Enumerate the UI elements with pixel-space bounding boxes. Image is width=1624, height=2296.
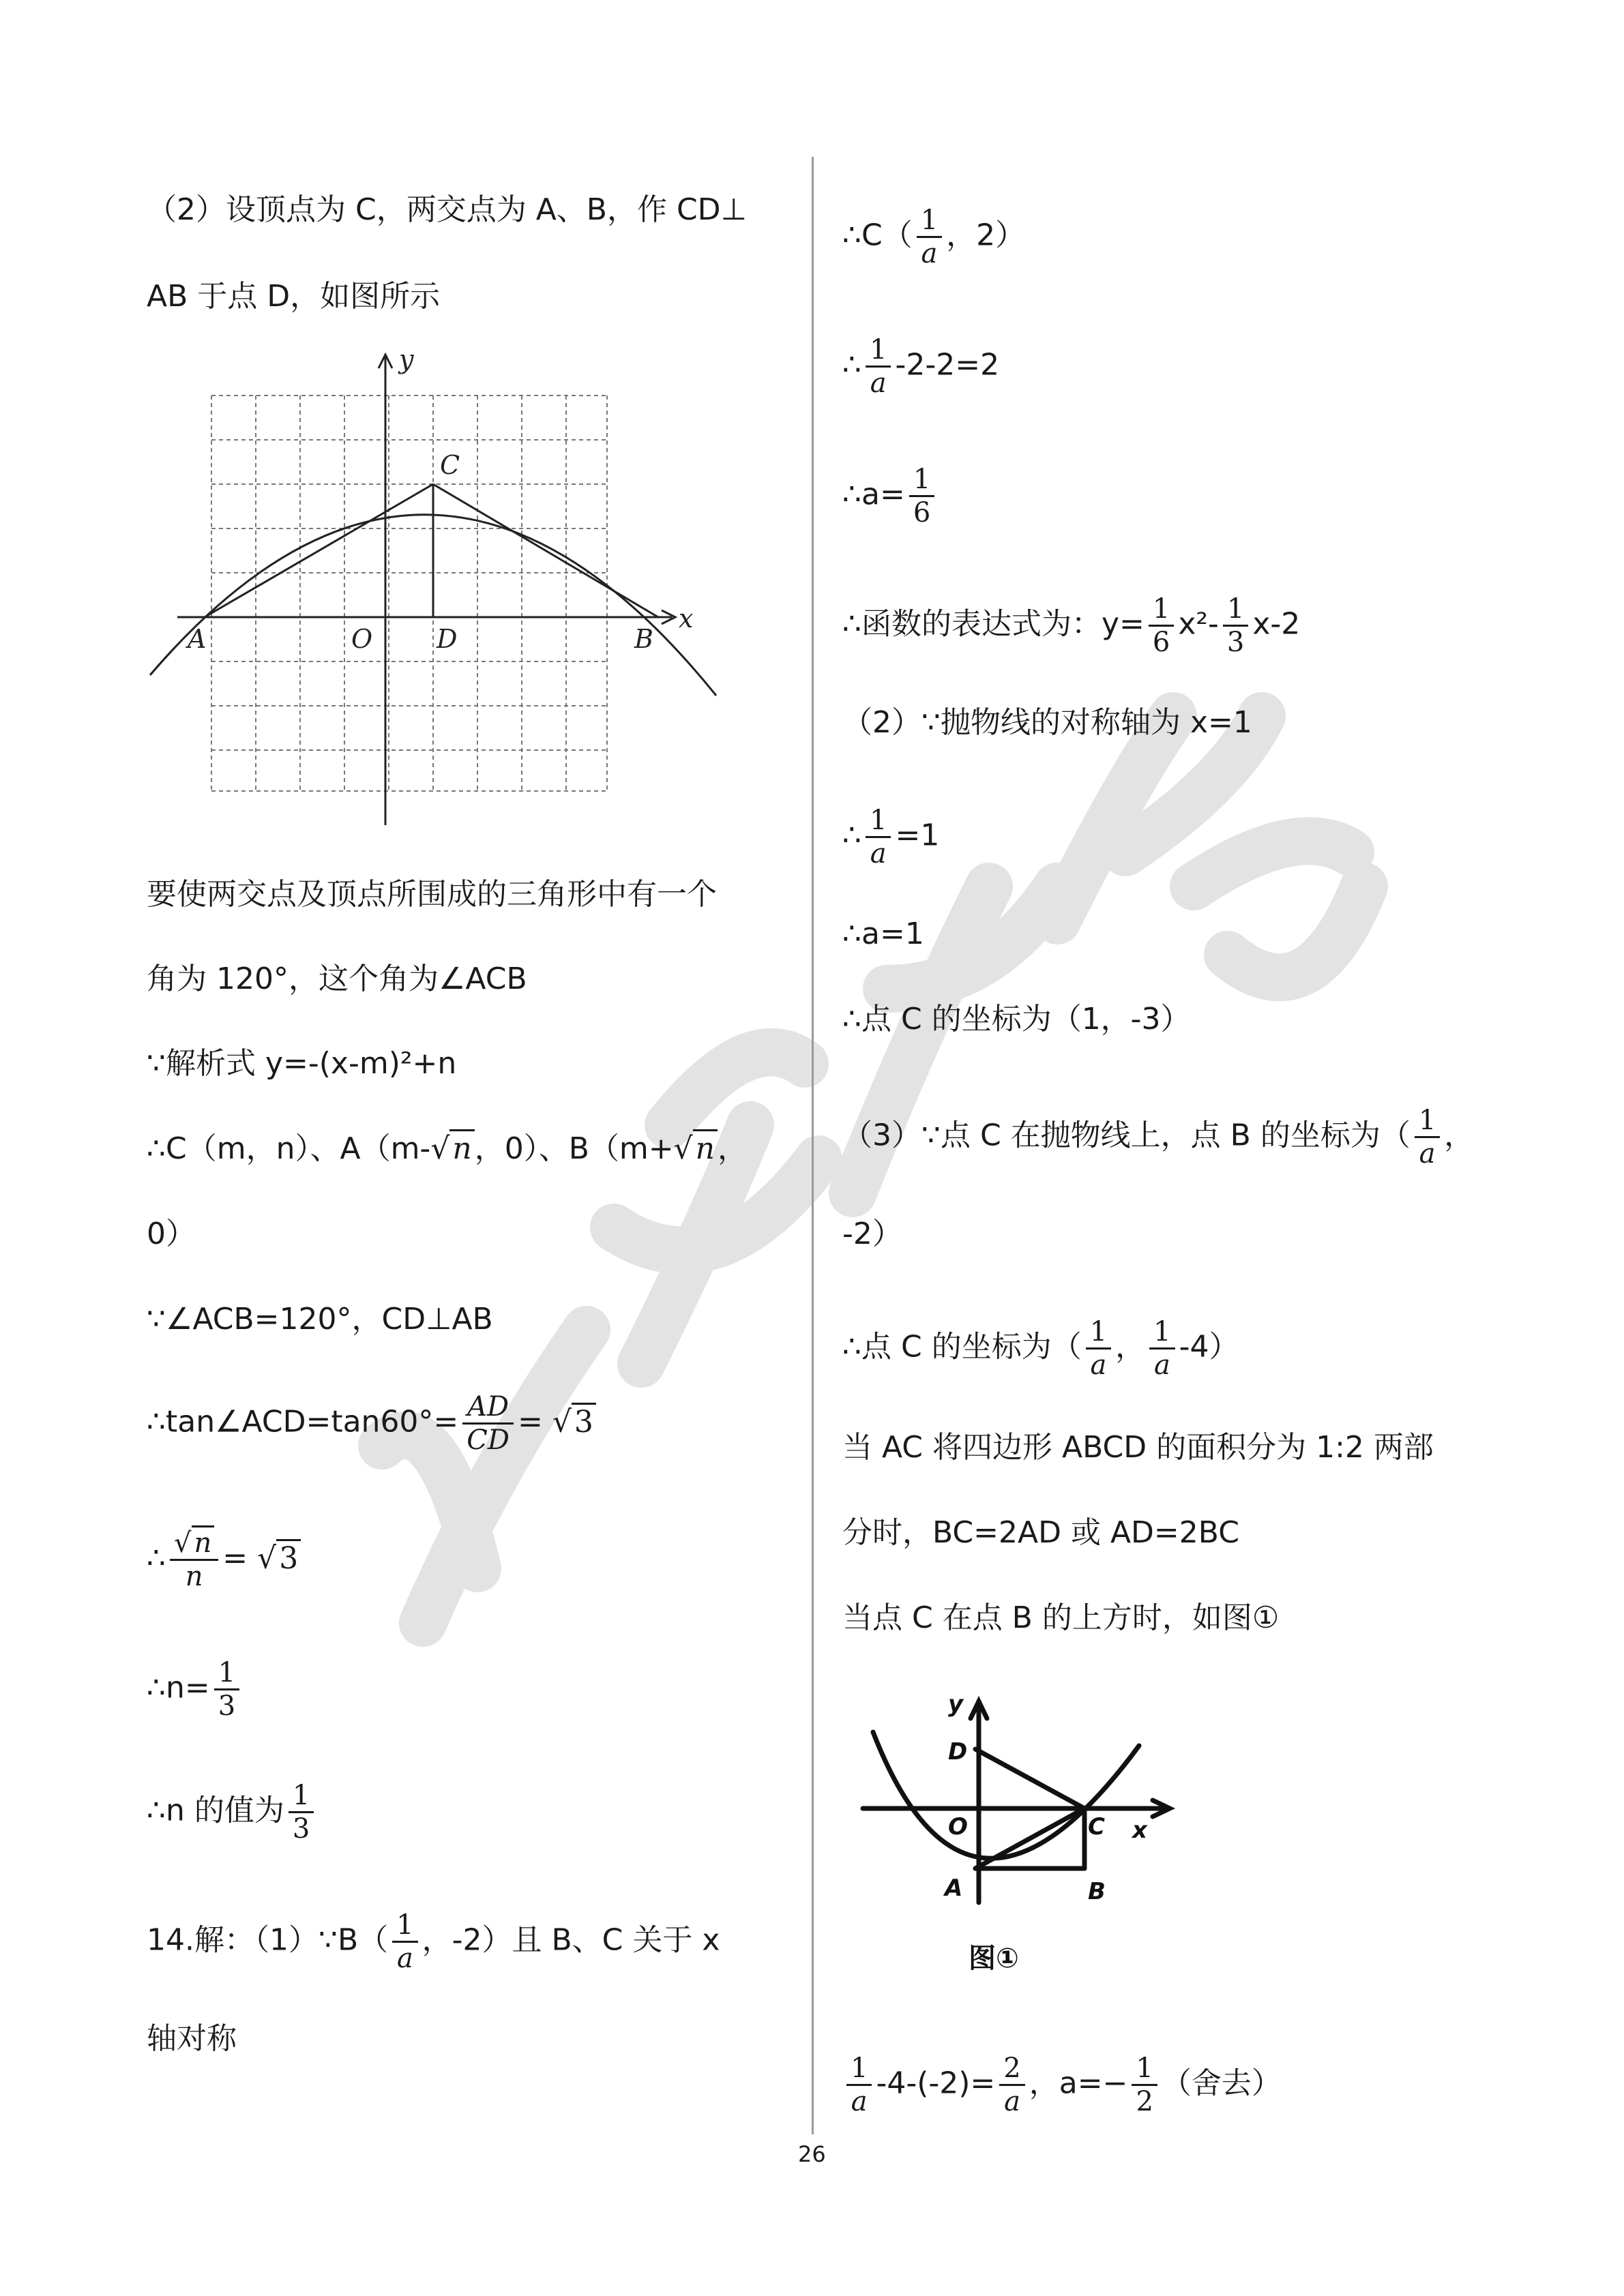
text-line: 角为 120°，这个角为∠ACB bbox=[147, 961, 527, 996]
point-label-d: D bbox=[437, 624, 458, 654]
fraction bbox=[392, 1909, 417, 1974]
text-segment: （舍去） bbox=[1161, 2066, 1282, 2101]
denominator: 2 bbox=[1136, 2086, 1153, 2117]
fraction bbox=[866, 334, 891, 399]
point-label-a: A bbox=[188, 624, 207, 654]
numerator: 2 bbox=[999, 2053, 1024, 2086]
text-line: （2）设顶点为 C，两交点为 A、B，作 CD⊥ bbox=[147, 192, 747, 227]
text-segment: -4-(-2)= bbox=[876, 2066, 996, 2101]
fraction bbox=[1149, 1316, 1175, 1381]
numerator: 1 bbox=[1149, 593, 1174, 627]
sqrt-expression: √n bbox=[674, 1129, 718, 1166]
text-segment: ∴tan∠ACD=tan60°= bbox=[147, 1404, 459, 1440]
radicand: n bbox=[192, 1525, 215, 1559]
text-line bbox=[842, 1316, 1239, 1381]
text-line bbox=[842, 1105, 1474, 1169]
text-line bbox=[147, 1129, 748, 1169]
fraction bbox=[917, 205, 942, 269]
denominator: 6 bbox=[913, 497, 931, 528]
numerator: 1 bbox=[1223, 593, 1248, 627]
denominator: a bbox=[921, 238, 938, 269]
text-line bbox=[842, 464, 939, 528]
text-segment: ∴ bbox=[842, 818, 861, 853]
radicand: n bbox=[693, 1129, 718, 1166]
quadrilateral-figure bbox=[853, 1691, 1180, 1984]
text-segment: ∴n 的值为 bbox=[147, 1793, 284, 1828]
denominator: 3 bbox=[218, 1690, 236, 1722]
point-label-o: O bbox=[351, 624, 373, 654]
point-label-c: C bbox=[440, 450, 460, 480]
text-line bbox=[147, 1391, 596, 1456]
text-line: 0） bbox=[147, 1217, 196, 1251]
point-label-a: A bbox=[945, 1875, 963, 1902]
column-divider bbox=[812, 157, 814, 2134]
page-number: 26 bbox=[798, 2141, 826, 2167]
text-segment: ，-2）且 B、C 关于 x bbox=[422, 1922, 720, 1958]
numerator: 1 bbox=[289, 1780, 314, 1813]
point-label-b: B bbox=[1088, 1878, 1106, 1905]
denominator: a bbox=[870, 838, 887, 869]
text-line: -2） bbox=[842, 1217, 902, 1251]
fraction bbox=[999, 2053, 1024, 2117]
text-line bbox=[842, 805, 939, 869]
text-segment: ∴C（m，n）、A（m- bbox=[147, 1131, 431, 1166]
text-line: ∴a=1 bbox=[842, 916, 924, 951]
axis-label-x: x bbox=[679, 603, 694, 633]
text-segment: ∴函数的表达式为：y= bbox=[842, 606, 1145, 642]
radicand: n bbox=[449, 1129, 474, 1166]
fraction bbox=[1132, 2053, 1157, 2117]
text-line: 轴对称 bbox=[147, 2021, 237, 2056]
text-line bbox=[147, 1909, 720, 1974]
numerator: 1 bbox=[1149, 1316, 1175, 1350]
text-segment: ∴a= bbox=[842, 477, 905, 512]
text-segment: （3）∵点 C 在抛物线上，点 B 的坐标为（ bbox=[842, 1118, 1411, 1153]
text-segment: -4） bbox=[1179, 1329, 1239, 1365]
text-segment: ∴n= bbox=[147, 1670, 210, 1705]
text-line: AB 于点 D，如图所示 bbox=[147, 279, 441, 314]
axis-label-y: y bbox=[948, 1691, 964, 1718]
text-segment: ∴点 C 的坐标为（ bbox=[842, 1329, 1082, 1365]
fraction bbox=[1415, 1105, 1440, 1169]
text-segment: ∴ bbox=[147, 1540, 166, 1576]
text-segment: ，0）、B（m+ bbox=[474, 1131, 674, 1166]
denominator: CD bbox=[467, 1425, 510, 1456]
text-line bbox=[842, 334, 999, 399]
text-segment: ，2） bbox=[946, 218, 1026, 253]
point-label-c: C bbox=[1088, 1813, 1105, 1840]
text-line: ∵解析式 y=-(x-m)²+n bbox=[147, 1046, 457, 1081]
figure-caption: 图① bbox=[969, 1943, 1019, 1974]
text-segment: -2-2=2 bbox=[895, 347, 1000, 383]
numerator: 1 bbox=[1086, 1316, 1111, 1350]
text-line bbox=[147, 1527, 301, 1592]
text-segment: 14.解：（1）∵B（ bbox=[147, 1922, 389, 1958]
text-line bbox=[842, 205, 1025, 269]
text-segment: ， bbox=[1115, 1329, 1146, 1365]
fraction bbox=[909, 464, 934, 528]
text-line: （2）∵抛物线的对称轴为 x=1 bbox=[842, 705, 1252, 740]
numerator: √ n bbox=[170, 1527, 218, 1561]
text-line: ∴点 C 的坐标为（1，-3） bbox=[842, 1002, 1191, 1037]
numerator: 1 bbox=[909, 464, 934, 497]
point-label-b: B bbox=[634, 624, 653, 654]
fraction bbox=[214, 1657, 239, 1722]
fraction bbox=[462, 1391, 514, 1456]
denominator: 3 bbox=[292, 1813, 310, 1845]
sqrt-expression: √3 bbox=[552, 1403, 596, 1440]
text-segment: ∴ bbox=[842, 347, 861, 383]
point-label-d: D bbox=[948, 1738, 968, 1765]
axis-label-y: y bbox=[399, 348, 414, 374]
fraction bbox=[289, 1780, 314, 1845]
numerator: AD bbox=[462, 1391, 514, 1425]
text-segment: =1 bbox=[895, 818, 940, 853]
sqrt-expression: √n bbox=[430, 1129, 474, 1166]
fraction bbox=[1223, 593, 1248, 658]
numerator: 1 bbox=[214, 1657, 239, 1690]
text-line bbox=[842, 2053, 1282, 2117]
text-line bbox=[147, 1657, 243, 1722]
text-line bbox=[147, 1780, 318, 1845]
numerator: 1 bbox=[866, 805, 891, 838]
text-segment: x²- bbox=[1178, 606, 1219, 642]
denominator: a bbox=[870, 368, 887, 399]
numerator: 1 bbox=[1132, 2053, 1157, 2086]
numerator: 1 bbox=[392, 1909, 417, 1943]
fraction bbox=[1086, 1316, 1111, 1381]
denominator: n bbox=[185, 1561, 203, 1592]
numerator: 1 bbox=[917, 205, 942, 238]
numerator: 1 bbox=[1415, 1105, 1440, 1138]
text-line: ∵∠ACB=120°，CD⊥AB bbox=[147, 1302, 493, 1337]
denominator: a bbox=[1090, 1350, 1107, 1381]
numerator: 1 bbox=[866, 334, 891, 368]
axis-label-x: x bbox=[1132, 1817, 1147, 1844]
text-segment: ∴C（ bbox=[842, 218, 913, 253]
radicand: 3 bbox=[572, 1403, 596, 1440]
denominator: a bbox=[396, 1943, 413, 1974]
text-line: 当点 C 在点 B 的上方时，如图① bbox=[842, 1600, 1280, 1635]
fraction bbox=[170, 1527, 218, 1592]
parabola-figure bbox=[143, 348, 730, 839]
denominator: a bbox=[1419, 1138, 1436, 1169]
text-line bbox=[842, 593, 1300, 658]
fraction bbox=[1149, 593, 1174, 658]
denominator: a bbox=[851, 2086, 868, 2117]
text-line: 分时，BC=2AD 或 AD=2BC bbox=[842, 1515, 1239, 1550]
text-segment: ， bbox=[718, 1131, 748, 1166]
text-line: 当 AC 将四边形 ABCD 的面积分为 1:2 两部 bbox=[842, 1430, 1434, 1465]
numerator: 1 bbox=[846, 2053, 872, 2086]
sqrt-expression: √3 bbox=[257, 1539, 301, 1576]
radicand: 3 bbox=[276, 1539, 301, 1576]
text-line: 要使两交点及顶点所围成的三角形中有一个 bbox=[147, 877, 717, 912]
fraction bbox=[866, 805, 891, 869]
denominator: 6 bbox=[1152, 627, 1170, 658]
fraction bbox=[846, 2053, 872, 2117]
denominator: 3 bbox=[1226, 627, 1245, 658]
text-segment: = bbox=[222, 1540, 248, 1576]
text-segment: x-2 bbox=[1252, 606, 1301, 642]
point-label-o: O bbox=[948, 1813, 968, 1840]
text-segment: = bbox=[517, 1404, 543, 1440]
text-segment: ， bbox=[1444, 1118, 1475, 1153]
denominator: a bbox=[1153, 1350, 1170, 1381]
denominator: a bbox=[1004, 2086, 1020, 2117]
text-segment: ，a=− bbox=[1029, 2066, 1128, 2101]
